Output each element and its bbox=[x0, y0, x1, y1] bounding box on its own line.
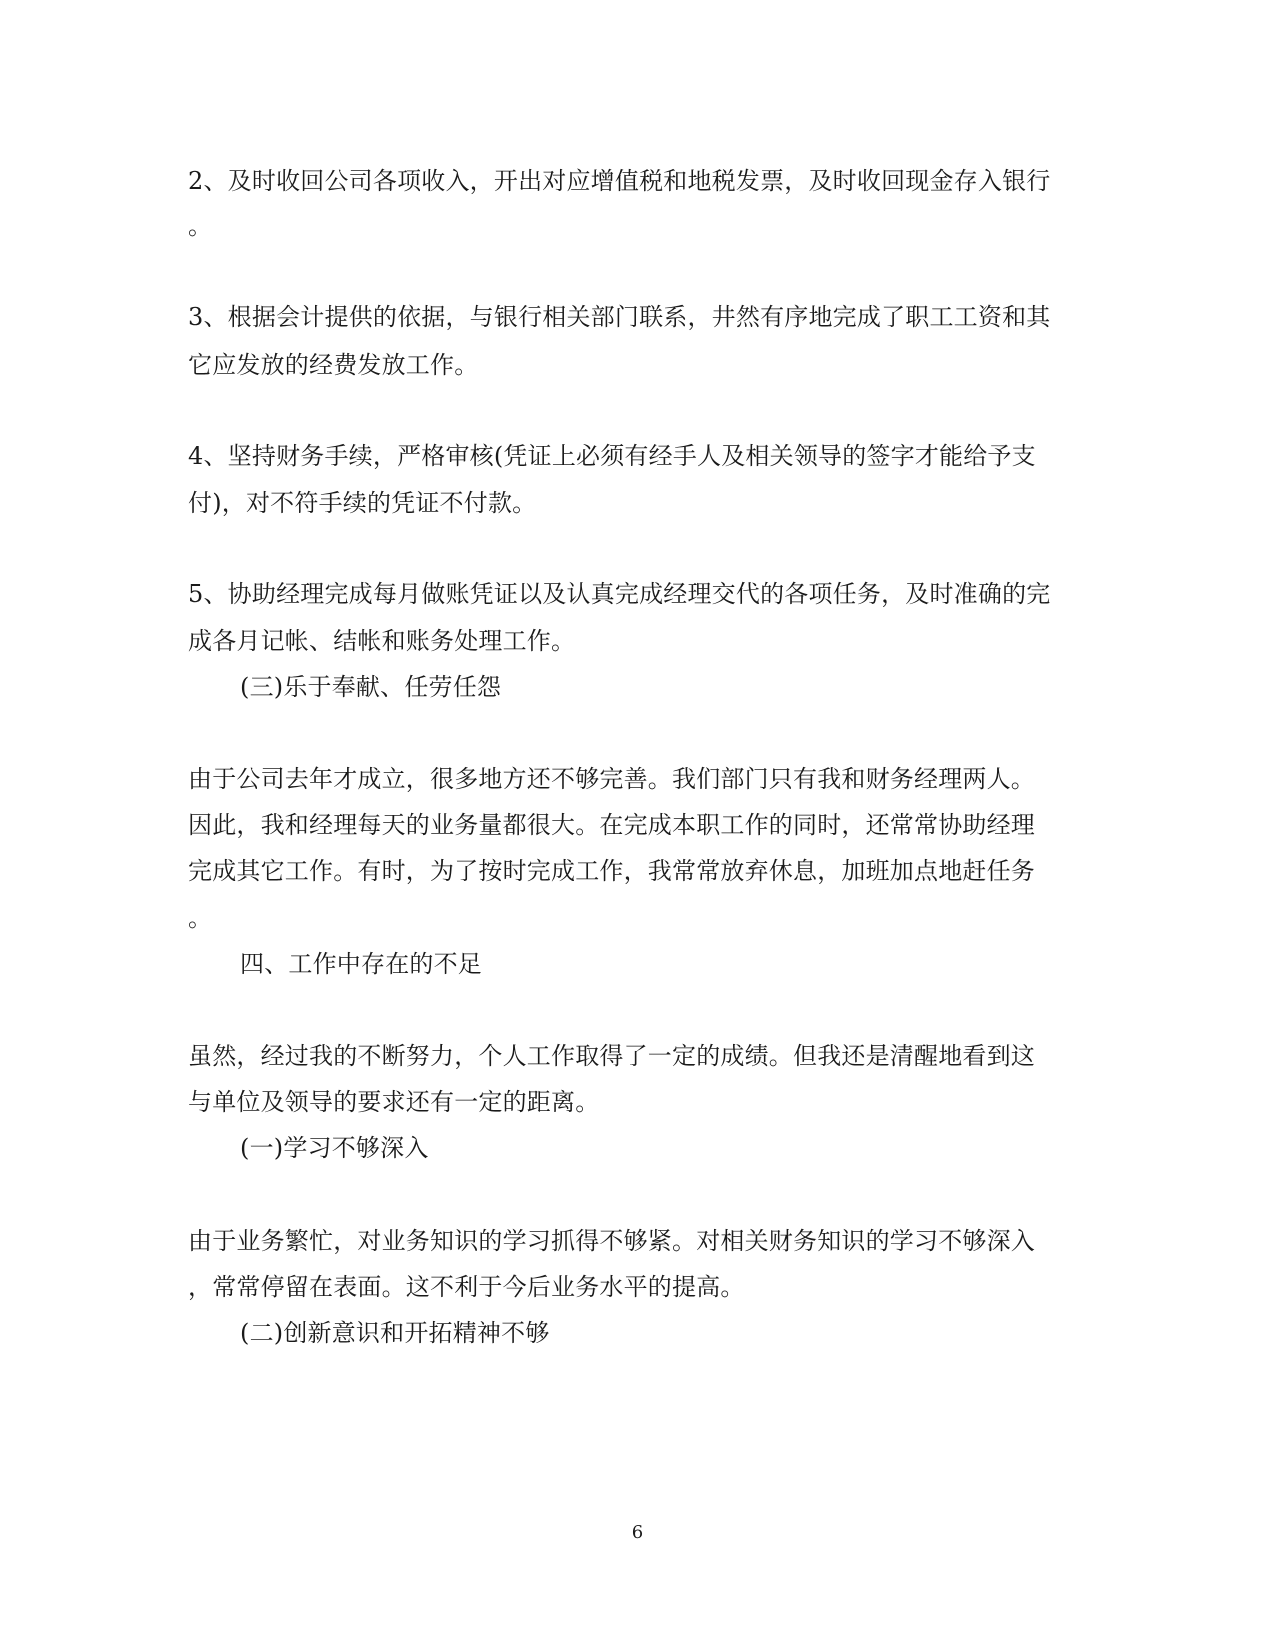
paragraph-line: 4、坚持财务手续，严格审核(凭证上必须有经手人及相关领导的签字才能给予支 bbox=[188, 442, 1036, 470]
paragraph-line: 5、协助经理完成每月做账凭证以及认真完成经理交代的各项任务，及时准确的完 bbox=[188, 580, 1051, 608]
paragraph-line: ，常常停留在表面。这不利于今后业务水平的提高。 bbox=[188, 1273, 745, 1301]
paragraph-line: 。 bbox=[188, 904, 213, 932]
page-number: 6 bbox=[631, 1522, 644, 1543]
section-heading: (二)创新意识和开拓精神不够 bbox=[240, 1319, 550, 1347]
paragraph-line: 成各月记帐、结帐和账务处理工作。 bbox=[188, 627, 576, 655]
paragraph-line: 它应发放的经费发放工作。 bbox=[188, 351, 479, 379]
paragraph-line: 2、及时收回公司各项收入，开出对应增值税和地税发票，及时收回现金存入银行 bbox=[188, 167, 1051, 195]
paragraph-line: 付)，对不符手续的凭证不付款。 bbox=[188, 489, 537, 517]
paragraph-line: 完成其它工作。有时，为了按时完成工作，我常常放弃休息，加班加点地赶任务 bbox=[188, 857, 1035, 885]
paragraph-line: 与单位及领导的要求还有一定的距离。 bbox=[188, 1088, 600, 1116]
paragraph-line: 由于业务繁忙，对业务知识的学习抓得不够紧。对相关财务知识的学习不够深入 bbox=[188, 1227, 1035, 1255]
section-heading: 四、工作中存在的不足 bbox=[240, 950, 482, 978]
section-heading: (三)乐于奉献、任劳任怨 bbox=[240, 673, 502, 701]
paragraph-line: 因此，我和经理每天的业务量都很大。在完成本职工作的同时，还常常协助经理 bbox=[188, 811, 1035, 839]
paragraph-line: 3、根据会计提供的依据，与银行相关部门联系，井然有序地完成了职工工资和其 bbox=[188, 303, 1051, 331]
paragraph-line: 由于公司去年才成立，很多地方还不够完善。我们部门只有我和财务经理两人。 bbox=[188, 765, 1035, 793]
paragraph-line: 虽然，经过我的不断努力，个人工作取得了一定的成绩。但我还是清醒地看到这 bbox=[188, 1042, 1035, 1070]
paragraph-line: 。 bbox=[188, 212, 213, 240]
section-heading: (一)学习不够深入 bbox=[240, 1134, 429, 1162]
